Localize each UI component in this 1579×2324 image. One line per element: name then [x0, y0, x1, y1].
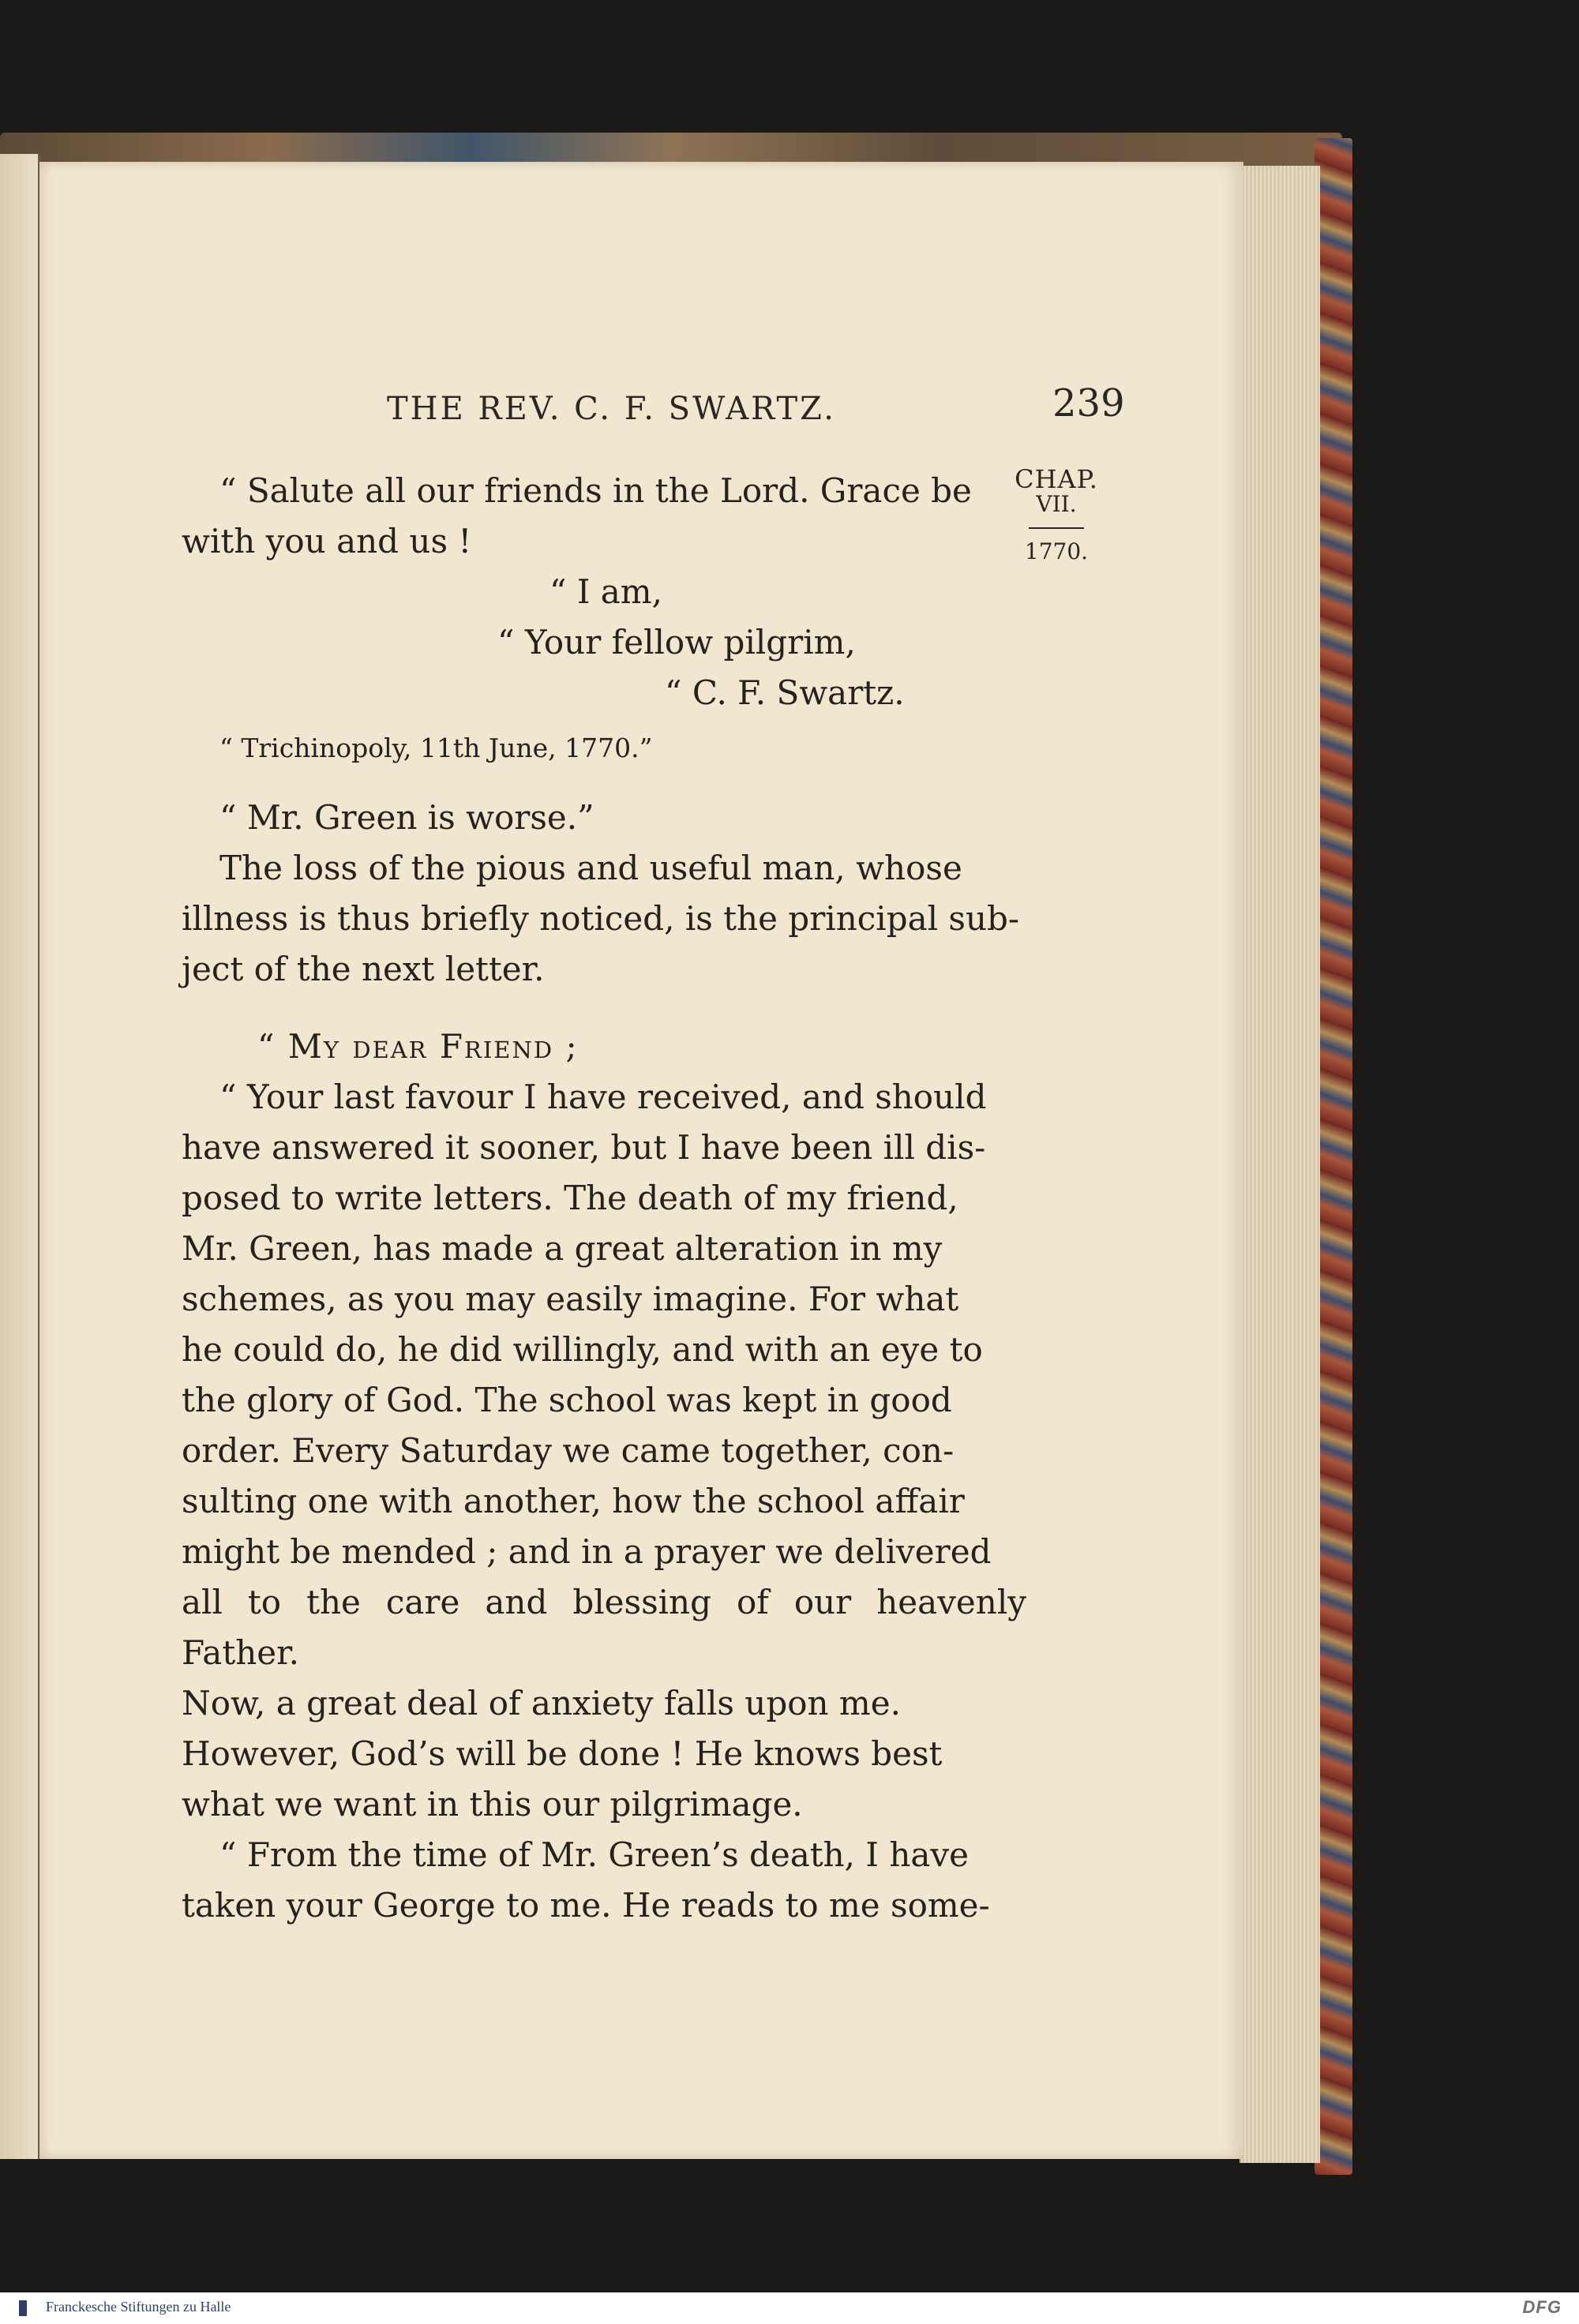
text-line: Now, a great deal of anxiety falls upon me. [182, 1684, 901, 1722]
page-block-edge [1240, 166, 1320, 2163]
institution-name: Franckesche Stiftungen zu Halle [46, 2299, 231, 2315]
text-line: have answered it sooner, but I have been ill dis- [182, 1128, 986, 1167]
margin-rule [1029, 527, 1084, 529]
margin-chapter-number: VII. [1036, 491, 1077, 517]
margin-chapter-label: CHAP. [1015, 464, 1098, 494]
text-line: taken your George to me. He reads to me some- [182, 1886, 990, 1925]
letter-salutation: “ My dear Friend ; [257, 1027, 579, 1066]
facing-page-edge [0, 154, 40, 2159]
text-line: all to the care and blessing of our heavenly Father. [182, 1583, 1026, 1672]
text-line: Mr. Green, has made a great alteration in my [182, 1229, 943, 1268]
funder-logo: DFG [1522, 2297, 1562, 2317]
text-line: However, God’s will be done ! He knows best [182, 1734, 943, 1773]
text-line: he could do, he did willingly, and with an eye to [182, 1330, 983, 1369]
text-line: what we want in this our pilgrimage. [182, 1785, 803, 1824]
text-line: sulting one with another, how the school affair [182, 1482, 965, 1520]
text-line: illness is thus briefly noticed, is the principal sub- [182, 899, 1020, 938]
text-line: with you and us ! [182, 522, 472, 560]
text-line: schemes, as you may easily imagine. For what [182, 1280, 959, 1318]
text-line: The loss of the pious and useful man, whose [219, 849, 962, 887]
running-head: THE REV. C. F. SWARTZ. [387, 391, 836, 427]
letter-closing: “ Your fellow pilgrim, [497, 623, 856, 662]
body-text [182, 466, 1026, 1931]
text-line: might be mended ; and in a prayer we delivered [182, 1532, 992, 1571]
viewer-footer [0, 2292, 1579, 2324]
text-line: “ Salute all our friends in the Lord. Grace be [219, 471, 972, 510]
marbled-cover-edge [1315, 138, 1352, 2175]
book-page [39, 162, 1243, 2159]
letter-place-date: “ Trichinopoly, 11th June, 1770.” [219, 733, 653, 763]
text-line: posed to write letters. The death of my friend, [182, 1179, 958, 1217]
text-line: “ Your last favour I have received, and should [219, 1078, 987, 1116]
text-line: ject of the next letter. [182, 950, 545, 988]
page-number: 239 [1052, 381, 1125, 425]
text-line: “ Mr. Green is worse.” [219, 798, 594, 837]
text-line: the glory of God. The school was kept in good [182, 1381, 952, 1419]
letter-closing: “ I am, [549, 572, 662, 611]
text-line: “ From the time of Mr. Green’s death, I have [219, 1835, 969, 1874]
institution-logo-icon [14, 2297, 32, 2319]
text-line: order. Every Saturday we came together, con- [182, 1431, 955, 1470]
margin-year: 1770. [1024, 538, 1089, 564]
letter-signature: “ C. F. Swartz. [665, 673, 905, 712]
